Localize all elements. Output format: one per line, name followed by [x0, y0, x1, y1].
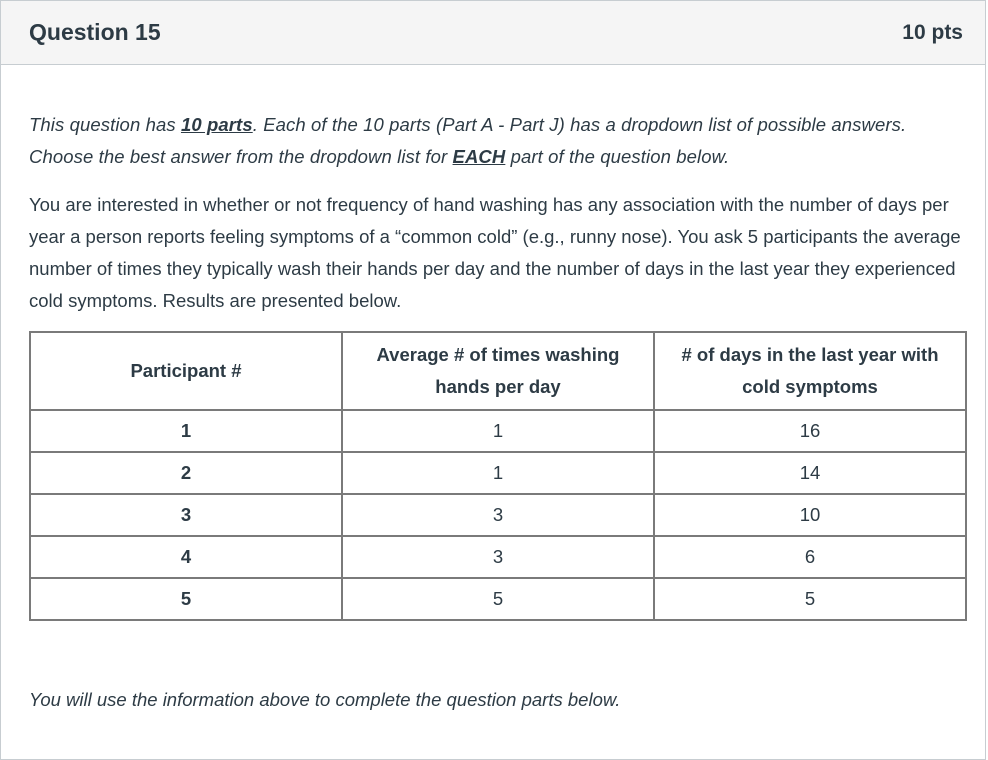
intro-text-1: This question has — [29, 114, 181, 135]
participant-cell: 1 — [30, 410, 342, 452]
table-row — [30, 536, 966, 578]
column-header-handwashing: Average # of times washing hands per day — [342, 332, 654, 410]
scenario-text: You are interested in whether or not frequency of hand washing has any association with the number of days per year a person reports feeling symptoms of a “common cold” (e.g., runny nose). You ask 5 participants the average number of times they typically wash their hands per day and the number of days in the last year they experienced cold symptoms. Results are presented below. — [29, 194, 961, 311]
cold-days-cell: 5 — [654, 578, 966, 620]
table-row — [30, 578, 966, 620]
table-row — [30, 410, 966, 452]
participant-cell: 5 — [30, 578, 342, 620]
question-title: Question 15 — [29, 19, 161, 45]
cold-days-cell: 10 — [654, 494, 966, 536]
intro-text-2: . Each of the 10 parts (Part A - Part J) has a dropdown list of possible answers. Choose the best answer from the dropdown list for — [29, 114, 907, 167]
cold-days-cell: 6 — [654, 536, 966, 578]
cold-days-cell: 16 — [654, 410, 966, 452]
column-header-cold-days: # of days in the last year with cold symptoms — [654, 332, 966, 410]
intro-each: EACH — [452, 146, 506, 167]
data-table — [29, 331, 967, 621]
question-points: 10 pts — [902, 20, 963, 44]
handwashing-cell: 5 — [342, 578, 654, 620]
handwashing-cell: 1 — [342, 452, 654, 494]
handwashing-cell: 3 — [342, 536, 654, 578]
table-row — [30, 494, 966, 536]
participant-cell: 3 — [30, 494, 342, 536]
table-header-row — [30, 332, 966, 410]
handwashing-cell: 1 — [342, 410, 654, 452]
participant-cell: 4 — [30, 536, 342, 578]
handwashing-cell: 3 — [342, 494, 654, 536]
table-row — [30, 452, 966, 494]
footer-note: You will use the information above to complete the question parts below. — [29, 689, 621, 710]
intro-instructions — [29, 109, 961, 173]
intro-text-3: part of the question below. — [505, 146, 730, 167]
question-header — [1, 1, 985, 65]
intro-parts-count: 10 parts — [180, 114, 253, 135]
column-header-participant: Participant # — [30, 332, 342, 410]
cold-days-cell: 14 — [654, 452, 966, 494]
question-body — [1, 65, 985, 711]
participant-cell: 2 — [30, 452, 342, 494]
